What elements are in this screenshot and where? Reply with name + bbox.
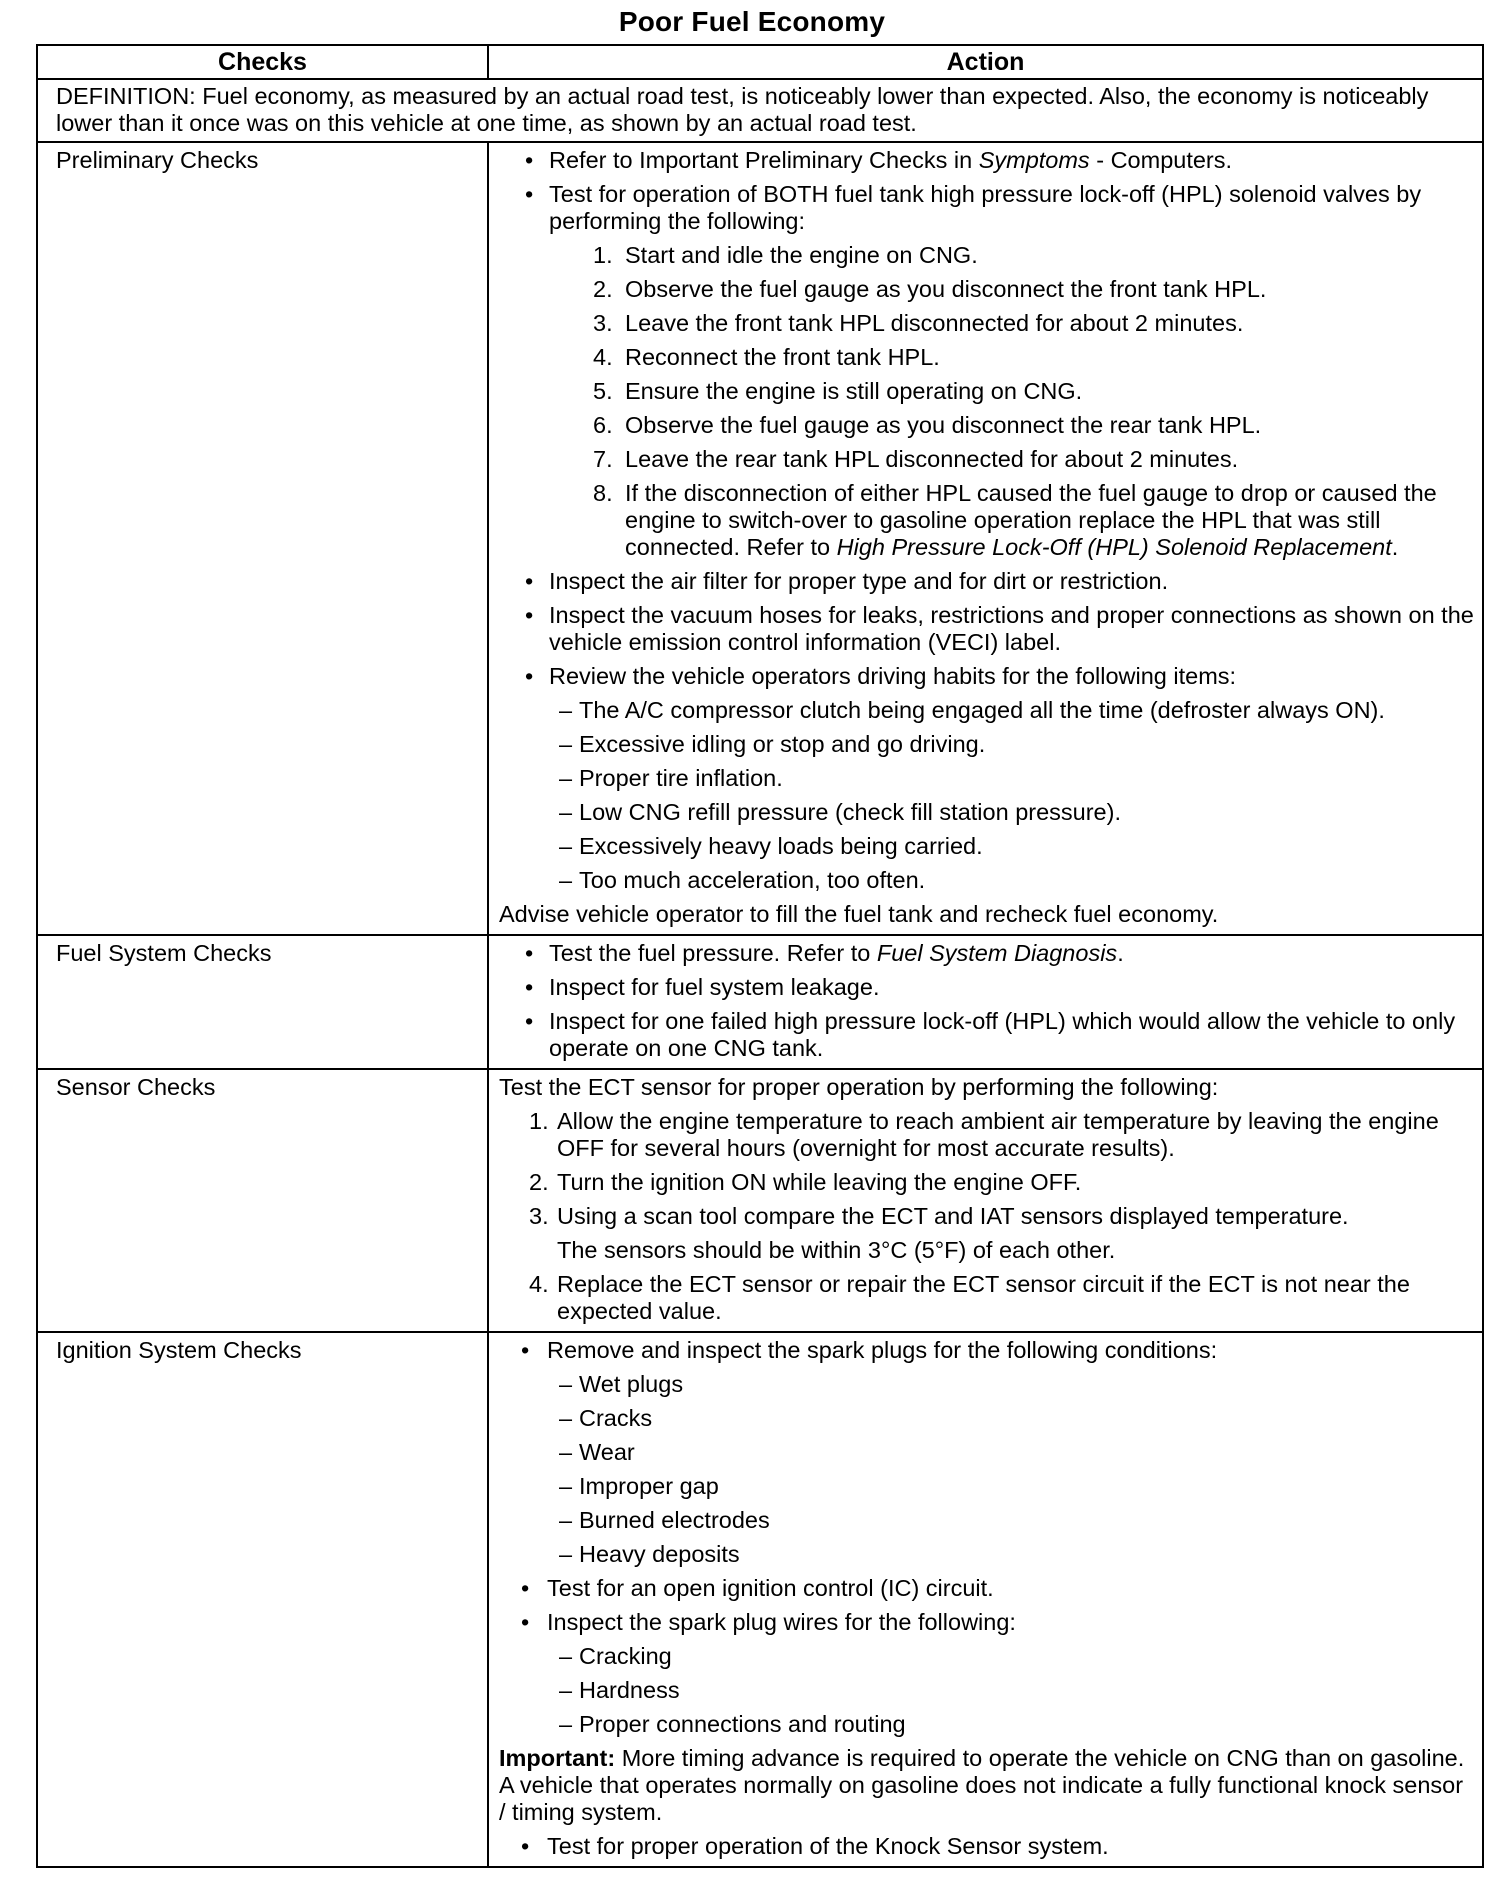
dash: – [559, 799, 573, 825]
action-cell-sensor [488, 1069, 1483, 1332]
dash: – [559, 833, 573, 859]
list-item: – Cracks [559, 1405, 653, 1431]
list-item: – Excessive idling or stop and go driving. [559, 731, 986, 757]
list-item: – Low CNG refill pressure (check fill station pressure). [559, 799, 1121, 825]
dash: – [559, 1643, 573, 1669]
bullet: • [525, 1008, 534, 1034]
dash: – [559, 765, 573, 791]
bullet: • [525, 974, 534, 1000]
list-item: 7. Leave the rear tank HPL disconnected for about 2 minutes. [593, 446, 1239, 472]
bullet: • [521, 1609, 530, 1635]
bullet: • [521, 1833, 530, 1859]
dash: – [559, 1541, 573, 1567]
list-item: • Review the vehicle operators driving habits for the following items: [525, 663, 1237, 689]
list-item: 1. Allow the engine temperature to reach ambient air temperature by leaving the engine OFF for several hours (overnight for most accurate results). [529, 1108, 1439, 1161]
page-title: Poor Fuel Economy [618, 6, 886, 37]
action-cell-fuel [488, 935, 1483, 1069]
definition-row [37, 79, 1483, 142]
list-item: 8. If the disconnection of either HPL caused the fuel gauge to drop or caused the engine to switch-over to gasoline operation replace the HPL that was still connected. Refer to High Pressure Lock-Off (HPL) Solenoid Replacement. [593, 480, 1437, 560]
list-item: • Test for proper operation of the Knock Sensor system. [521, 1833, 1109, 1859]
list-item: • Refer to Important Preliminary Checks in Symptoms - Computers. [525, 147, 1233, 173]
list-item: 3. Using a scan tool compare the ECT and IAT sensors displayed temperature. [529, 1203, 1349, 1229]
list-item: 2. Observe the fuel gauge as you disconnect the front tank HPL. [593, 276, 1267, 302]
diagnostic-table [36, 44, 1484, 1868]
list-item: – Heavy deposits [559, 1541, 740, 1567]
header-row [37, 45, 1483, 79]
checks-header: Checks [37, 45, 488, 79]
table-row [37, 935, 1483, 1069]
list-item: – Hardness [559, 1677, 680, 1703]
list-item: • Test for operation of BOTH fuel tank high pressure lock-off (HPL) solenoid valves by performing the following: [525, 181, 1422, 234]
list-item: • Inspect for fuel system leakage. [525, 974, 880, 1000]
check-label-fuel: Fuel System Checks [37, 935, 488, 1069]
dash: – [559, 1677, 573, 1703]
list-item: – Too much acceleration, too often. [559, 867, 926, 893]
dash: – [559, 867, 573, 893]
list-item: – Burned electrodes [559, 1507, 770, 1533]
advise-text: Advise vehicle operator to fill the fuel tank and recheck fuel economy. [499, 901, 1219, 927]
list-item: 1. Start and idle the engine on CNG. [593, 242, 978, 268]
definition-text: DEFINITION: Fuel economy, as measured by an actual road test, is noticeably lower than expected. Also, the economy is noticeably lower than it once was on this vehicle at one time, as shown by an actual road test. [37, 79, 1483, 142]
list-item: – Wear [559, 1439, 635, 1465]
list-item: • Inspect the vacuum hoses for leaks, restrictions and proper connections as shown on the vehicle emission control information (VECI) label. [525, 602, 1474, 655]
list-item: 6. Observe the fuel gauge as you disconnect the rear tank HPL. [593, 412, 1262, 438]
check-label-preliminary: Preliminary Checks [37, 142, 488, 935]
dash: – [559, 1473, 573, 1499]
check-label-ignition: Ignition System Checks [37, 1332, 488, 1867]
dash: – [559, 1507, 573, 1533]
dash: – [559, 1371, 573, 1397]
bullet: • [525, 602, 534, 628]
dash: – [559, 1405, 573, 1431]
list-item: – Wet plugs [559, 1371, 684, 1397]
action-header: Action [488, 45, 1483, 79]
list-item: • Test the fuel pressure. Refer to Fuel System Diagnosis. [525, 940, 1124, 966]
action-cell-ignition [488, 1332, 1483, 1867]
list-item: 4. Reconnect the front tank HPL. [593, 344, 940, 370]
list-item: • Test for an open ignition control (IC) circuit. [521, 1575, 994, 1601]
list-item: – Proper tire inflation. [559, 765, 783, 791]
list-item: 4. Replace the ECT sensor or repair the ECT sensor circuit if the ECT is not near the expected value. [529, 1271, 1410, 1324]
important-label: Important: [499, 1745, 616, 1771]
table-row [37, 142, 1483, 935]
list-item: 2. Turn the ignition ON while leaving the engine OFF. [529, 1169, 1082, 1195]
action-cell-preliminary [488, 142, 1483, 935]
dash: – [559, 1439, 573, 1465]
list-item: – Cracking [559, 1643, 672, 1669]
dash: – [559, 731, 573, 757]
list-item: – Proper connections and routing [559, 1711, 906, 1737]
sensor-intro: Test the ECT sensor for proper operation by performing the following: [499, 1074, 1219, 1100]
bullet: • [525, 940, 534, 966]
dash: – [559, 697, 573, 723]
list-item: • Inspect the air filter for proper type and for dirt or restriction. [525, 568, 1169, 594]
list-item: 5. Ensure the engine is still operating on CNG. [593, 378, 1083, 404]
dash: – [559, 1711, 573, 1737]
bullet: • [525, 181, 534, 207]
bullet: • [521, 1337, 530, 1363]
list-item: • Inspect the spark plug wires for the following: [521, 1609, 1016, 1635]
list-item: – Excessively heavy loads being carried. [559, 833, 983, 859]
bullet: • [521, 1575, 530, 1601]
list-item: • Remove and inspect the spark plugs for the following conditions: [521, 1337, 1218, 1363]
bullet: • [525, 147, 534, 173]
table-row [37, 1069, 1483, 1332]
list-item: 3. Leave the front tank HPL disconnected for about 2 minutes. [593, 310, 1244, 336]
bullet: • [525, 568, 534, 594]
important-note: Important: More timing advance is required to operate the vehicle on CNG than on gasoline. A vehicle that operates normally on gasoline does not indicate a fully functional knock sensor / timing system. [499, 1745, 1465, 1825]
bullet: • [525, 663, 534, 689]
table-row [37, 1332, 1483, 1867]
list-item: • Inspect for one failed high pressure lock-off (HPL) which would allow the vehicle to only operate on one CNG tank. [525, 1008, 1456, 1061]
list-item: – Improper gap [559, 1473, 719, 1499]
list-item: – The A/C compressor clutch being engaged all the time (defroster always ON). [559, 697, 1385, 723]
check-label-sensor: Sensor Checks [37, 1069, 488, 1332]
sensor-note: The sensors should be within 3°C (5°F) of each other. [557, 1237, 1116, 1263]
